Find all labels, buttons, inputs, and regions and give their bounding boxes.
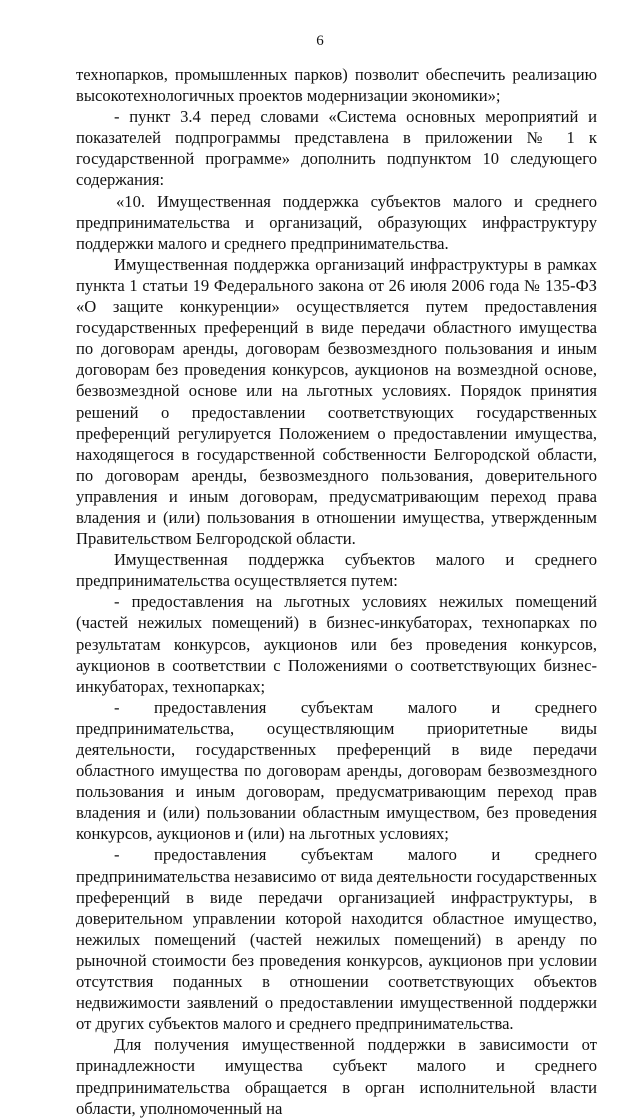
list-item-market-value-lease: - предоставления субъектам малого и среднего предпринимательства независимо от вида деятельности государственных преференций в виде передачи организацией инфраструктуры, в доверительном управлении которой находится областное имущество, нежилых помещений (частей нежилых помещений) в аренду по рыночной стоимости без проведения конкурсов, аукционов при условии отсутствия поданных в отношении соответствующих объектов недвижимости заявлений о предоставлении имущественной поддержки от других субъектов малого и среднего предпринимательства. [76,845,597,1034]
paragraph-infrastructure-support: Имущественная поддержка организаций инфраструктуры в рамках пункта 1 статьи 19 Федерального закона от 26 июля 2006 года № 135-ФЗ «О защите конкуренции» осуществляется путем предоставления государственных преференций в виде передачи областного имущества по договорам аренды, договорам безвозмездного пользования и иным договорам без проведения конкурсов, аукционов на возмездной основе, безвозмездной основе или на льготных условиях. Порядок принятия решений о предоставлении соответствующих государственных преференций регулируется Положением о предоставлении имущества, находящегося в государственной собственности Белгородской области, по договорам аренды, безвозмездного пользования, доверительного управления и иным договорам, предусматривающим переход права владения и (или) пользования в отношении имущества, утвержденным Правительством Белгородской области. [76,254,597,549]
list-item-priority-activities: - предоставления субъектам малого и среднего предпринимательства, осуществляющим приоритетные виды деятельности, государственных преференций в виде передачи областного имущества по договорам аренды, договорам безвозмездного пользования и иным договорам, предусматривающим переход прав владения и (или) пользовании областным имуществом, без проведения конкурсов, аукционов и (или) на льготных условиях; [76,697,597,844]
paragraph-subitem-10: «10. Имущественная поддержка субъектов малого и среднего предпринимательства и организаций, образующих инфраструктуру поддержки малого и среднего предпринимательства. [76,191,597,253]
document-body [76,64,597,1119]
paragraph-support-methods-intro: Имущественная поддержка субъектов малого и среднего предпринимательства осуществляется путем: [76,550,597,591]
paragraph-amendment-item: - пункт 3.4 перед словами «Система основных мероприятий и показателей подпрограммы представлена в приложении № 1 к государственной программе» дополнить подпунктом 10 следующего содержания: [76,107,597,190]
paragraph-application-procedure: Для получения имущественной поддержки в зависимости от принадлежности имущества субъект малого и среднего предпринимательства обращается в орган исполнительной власти области, уполномоченный на [76,1035,597,1118]
list-item-business-incubators: - предоставления на льготных условиях нежилых помещений (частей нежилых помещений) в бизнес-инкубаторах, технопарках по результатам конкурсов, аукционов или без проведения конкурсов, аукционов в соответствии с Положениями о соответствующих бизнес-инкубаторах, технопарках; [76,592,597,696]
paragraph-continuation: технопарков, промышленных парков) позволит обеспечить реализацию высокотехнологичных проектов модернизации экономики»; [76,65,597,106]
page-number: 6 [316,33,324,49]
